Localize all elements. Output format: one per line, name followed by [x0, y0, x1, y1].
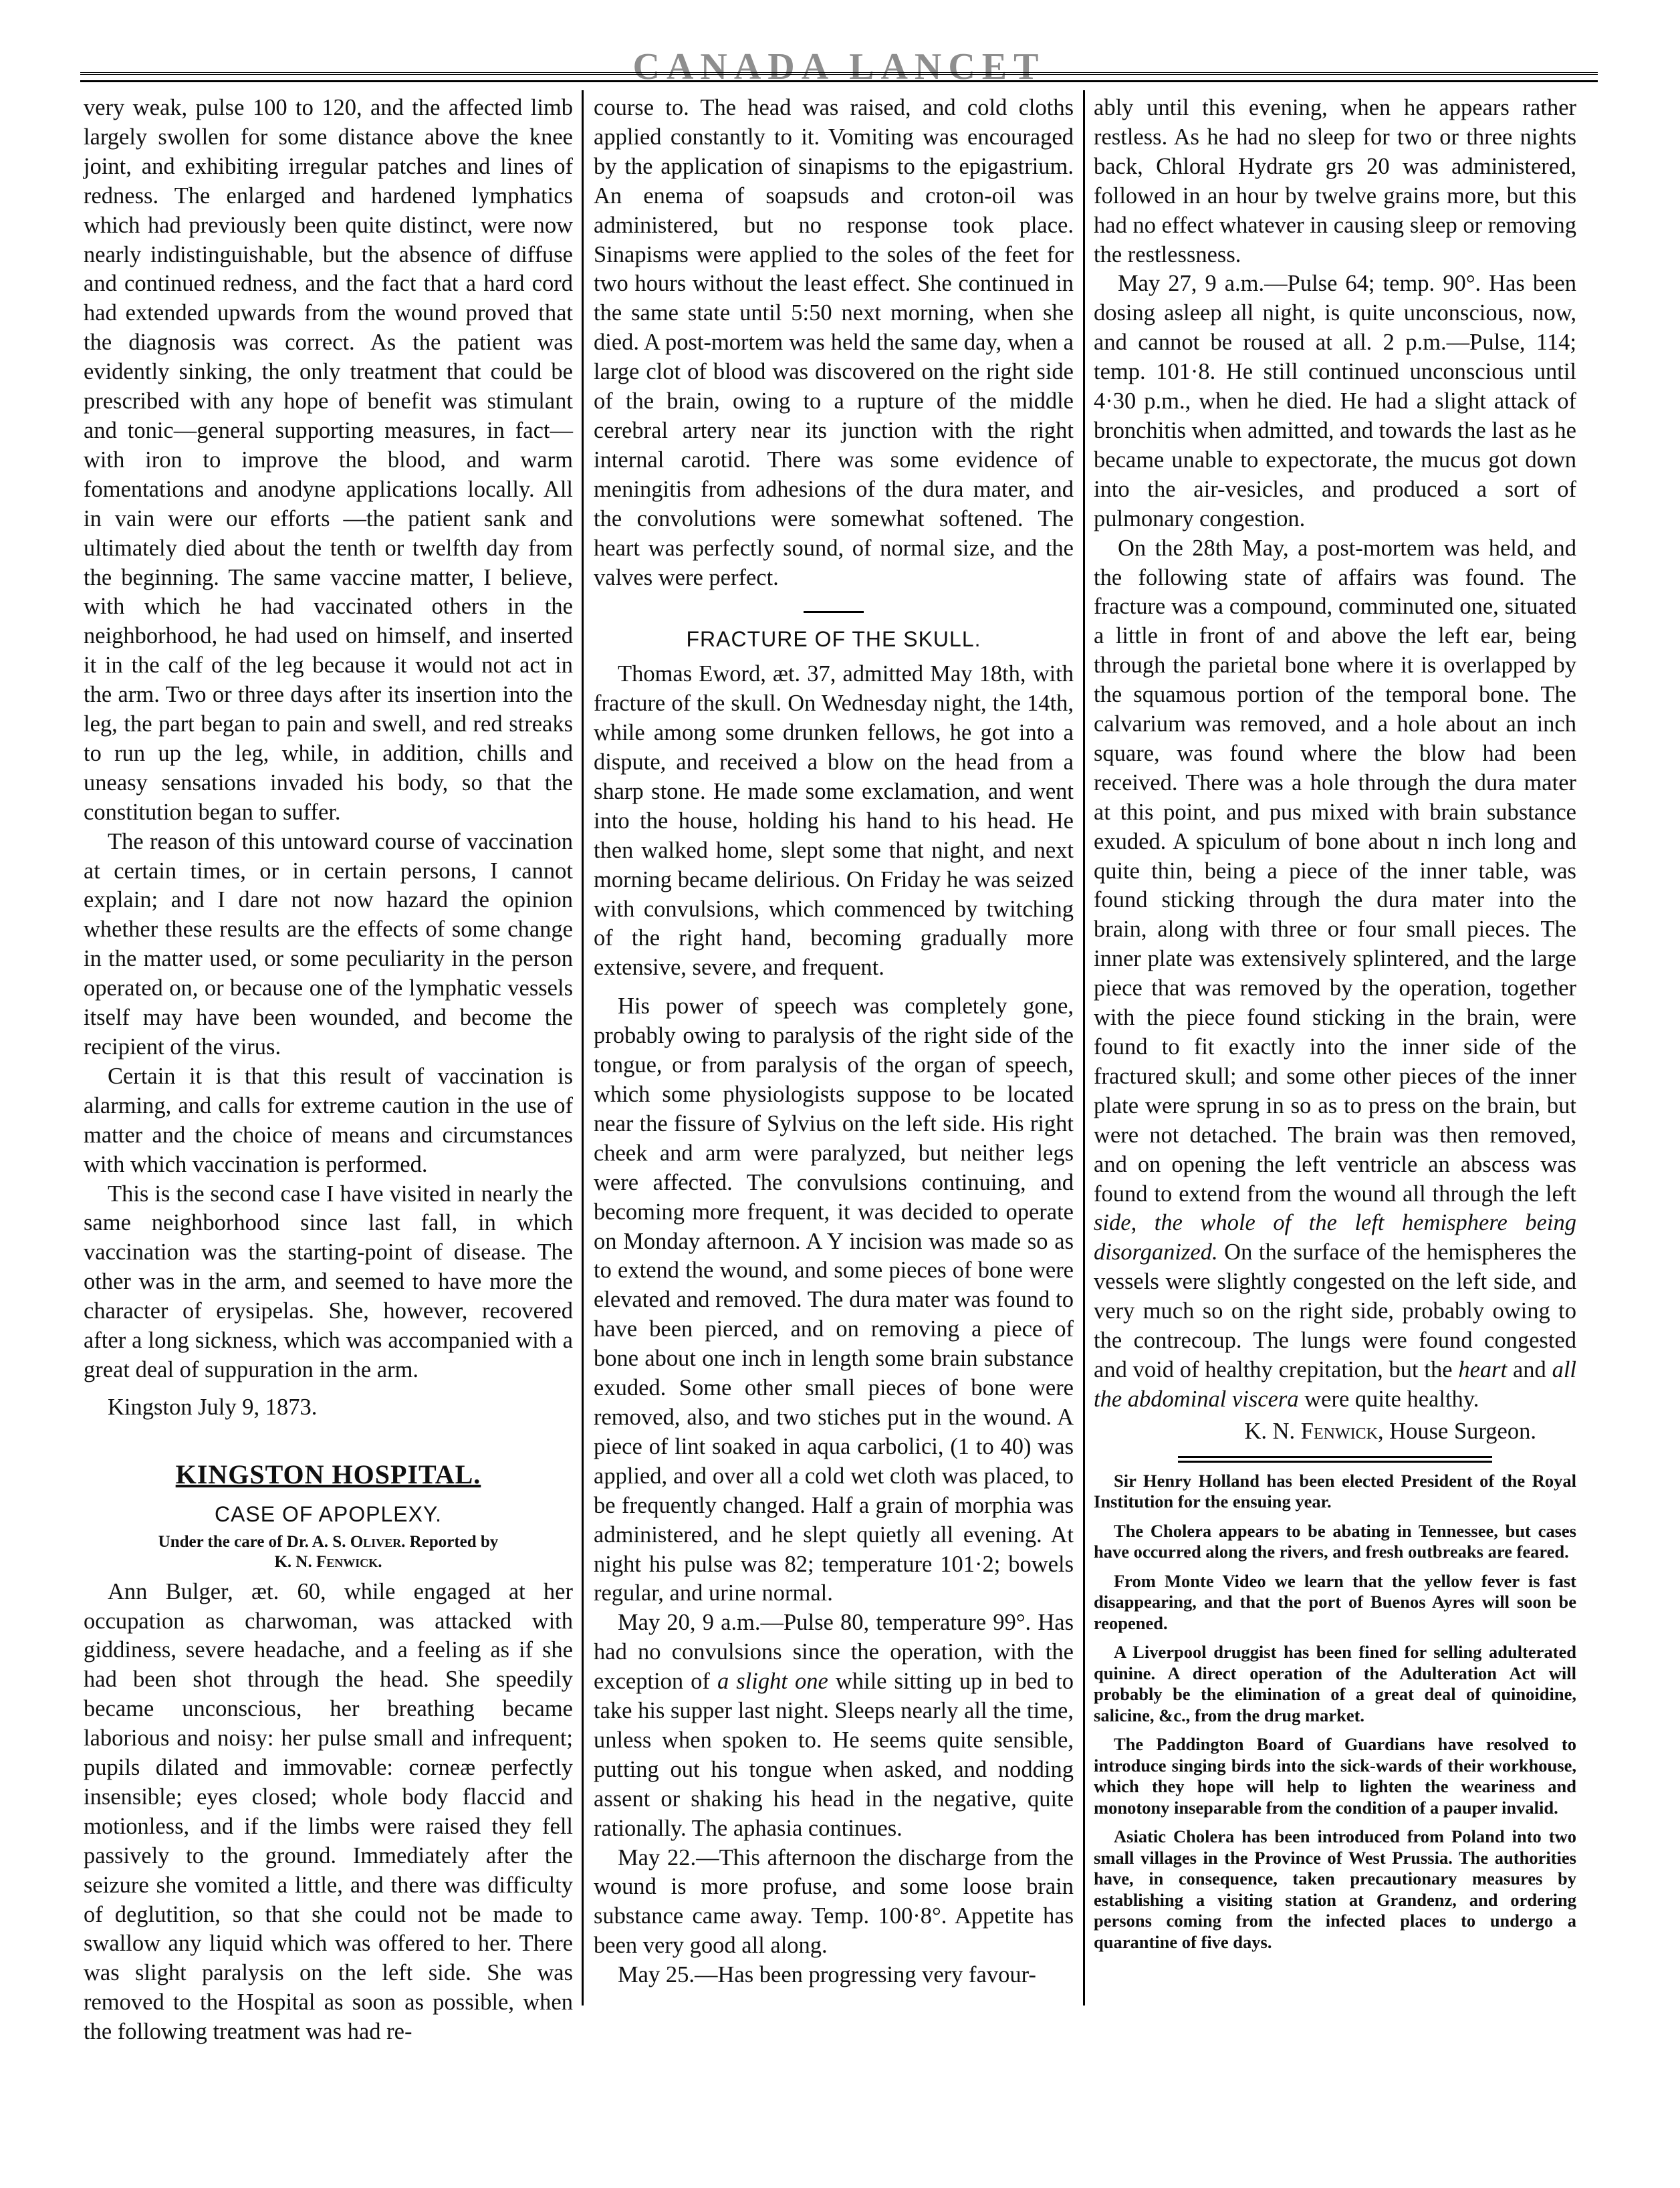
dateline: Kingston July 9, 1873.: [108, 1394, 318, 1420]
text: May 20, 9 a.m.—Pulse 80, temperature 99°. Has had no convulsions since the operation, with the exception of: [594, 1610, 1074, 1695]
byline-text: Under the care of Dr. A. S.: [158, 1532, 350, 1551]
text: On the 28th May, a post-mortem was held, and the following state of affairs was found. The fracture was a compound, comminuted one, situated a little in front of and above the left ear, being through the parietal bone where it is overlapped by the squamous portion of the temporal bone. The calvarium was removed, and a hole about an inch square, was found where the blow had been received. There was a hole through the dura mater at this point, and pus mixed with brain substance exuded. A spiculum of bone about n inch long and quite thin, being a piece of the inner table, was found sticking through the dura mater into the brain, along with three or four small pieces. The inner plate was extensively splintered, and the large piece that was removed by the operation, together with the piece found sticking in the brain, were found to fit exactly into the inner side of the fractured skull; and some other pieces of the inner plate were sprung in so as to press on the brain, but were not detached. The brain was then removed, and on opening the left ventricle an abscess was found to extend from the wound all through the left: [1094, 535, 1576, 1207]
case-title: CASE OF APOPLEXY.: [214, 1501, 443, 1526]
emphasis: a slight one: [717, 1669, 828, 1695]
paragraph: [594, 1608, 1074, 1843]
text: were quite healthy.: [1298, 1386, 1479, 1412]
paragraph: [1094, 534, 1576, 1415]
paragraph: Thomas Eword, æt. 37, admitted May 18th, with fracture of the skull. On Wednesday night, the 14th, while among some drunken fellows, he got into a dispute, and received a blow on the head from a sharp stone. He made some exclamation, and went into the house, holding his hand to his head. He then walked home, slept some that night, and next morning became delirious. On Friday he was seized with convulsions, which commenced by twitching of the right hand, becoming gradually more extensive, severe, and frequent.: [594, 661, 1074, 981]
paragraph: course to. The head was raised, and cold cloths applied constantly to it. Vomiting was encouraged by the application of sinapisms to the epigastrium. An enema of soapsuds and croton-oil was administered, but no response took place. Sinapisms were applied to the soles of the feet for two hours without the least effect. She continued in the same state until 5:50 next morning, when she died. A post-mortem was held the same day, when a large clot of blood was discovered on the right side of the brain, owing to a rupture of the middle cerebral artery near its junction with the right internal carotid. There was some evidence of meningitis from adhesions of the dura mater, and the convolutions were somewhat softened. The heart was perfectly sound, of normal size, and the valves were perfect.: [594, 95, 1074, 590]
paragraph: May 27, 9 a.m.—Pulse 64; temp. 90°. Has been dosing asleep all night, is quite unconscious, now, and cannot be roused at all. 2 p.m.—Pulse, 114; temp. 101·8. He still continued unconscious until 4·30 p.m., when he died. He had a slight attack of bronchitis when admitted, and towards the last as he became unable to expectorate, the mucus got down into the air-vesicles, and produced a sort of pulmonary congestion.: [1094, 271, 1576, 531]
paragraph: Ann Bulger, æt. 60, while engaged at her occupation as charwoman, was attacked with giddiness, severe headache, and a feeling as if she had been shot through the head. She speedily became unconscious, her breathing became laborious and noisy: her pulse small and infrequent; pupils dilated and immovable: corneæ perfectly insensible; eyes closed; whole body flaccid and motionless, and if the limbs were raised they fell passively to the ground. Immediately after the seizure she vomited a little, and there was difficulty of deglutition, so that she could not be made to swallow any liquid which was offered to her. There was slight paralysis on the left side. She was removed to the Hospital as soon as possible, when the following treatment was had re-: [84, 1578, 573, 2045]
text: On the surface of the hemispheres the vessels were slightly congested on the left side, and very much so on the right side, probably owing to the contrecoup. The lungs were found congested and void of healthy crepitation, but the: [1094, 1239, 1576, 1382]
news-item: A Liverpool druggist has been fined for selling adulterated quinine. A direct operation of the Adulteration Act will probably be the elimination of a great deal of quinoidine, salicine, &c., from the drug market.: [1094, 1642, 1576, 1725]
signature: [1094, 1417, 1576, 1447]
emphasis: all the abdominal viscera: [1094, 1356, 1576, 1412]
fracture-title: FRACTURE OF THE SKULL.: [686, 627, 981, 652]
text: and: [1507, 1356, 1552, 1382]
column-divider: [582, 90, 584, 2005]
signature-name: K. N. Fenwick,: [1244, 1418, 1384, 1444]
byline-doctor: Oliver.: [350, 1532, 406, 1551]
masthead-title: CANADA LANCET: [632, 46, 1046, 88]
column-divider: [1083, 90, 1085, 2005]
news-item: From Monte Video we learn that the yellow fever is fast disappearing, and that the port of Buenos Ayres will soon be reopened.: [1094, 1570, 1576, 1633]
byline: [84, 1532, 573, 1572]
news-item: The Paddington Board of Guardians have resolved to introduce singing birds into the sick-wards of their workhouse, which they hope will help to lighten the weariness and monotony inseparable from the condition of a pauper invalid.: [1094, 1734, 1576, 1818]
paragraph: May 22.—This afternoon the discharge from the wound is more profuse, and some loose brain substance came away. Temp. 100·8°. Appetite has been very good all along.: [594, 1844, 1074, 1959]
paragraph: The reason of this untoward course of vaccination at certain times, or in certain persons, I cannot explain; and I dare not now hazard the opinion whether these results are the effects of some change in the matter used, or some peculiarity in the person operated on, or because one of the lymphatic vessels itself may have been wounded, and become the recipient of the virus.: [84, 828, 573, 1060]
column-2: [594, 94, 1074, 1990]
paragraph: May 25.—Has been progressing very favour-: [618, 1962, 1036, 1988]
signature-role: House Surgeon.: [1383, 1418, 1536, 1444]
section-rule: [804, 611, 864, 613]
emphasis: side, the whole of the left hemisphere being disorganized.: [1094, 1210, 1576, 1265]
paragraph: His power of speech was completely gone, probably owing to paralysis of the right side of the tongue, or from paralysis of the organ of speech, which some physiologists suppose to be located near the fissure of Sylvius on the left side. His right cheek and arm were paralyzed, but neither legs were affected. The convulsions continuing, and becoming more frequent, it was decided to operate on Monday afternoon. A Y incision was made so as to extend the wound, and some pieces of bone were elevated and removed. The dura mater was found to have been pierced, and on removing a piece of bone about one inch in length some brain substance exuded. Some other small pieces of bone were removed, also, and two stiches put in the wound. A piece of lint soaked in aqua carbolici, (1 to 40) was applied, and over all a cold wet cloth was placed, to be frequently changed. Half a grain of morphia was administered, and he slept quietly all evening. At night his pulse was 82; temperature 101·2; bowels regular, and urine normal.: [594, 993, 1074, 1606]
news-item: The Cholera appears to be abating in Tennessee, but cases have occurred along the rivers, and fresh outbreaks are feared.: [1094, 1520, 1576, 1562]
byline-reporter: K. N. Fenwick.: [274, 1552, 382, 1571]
masthead: [80, 48, 1598, 88]
column-3: [1094, 94, 1576, 1961]
paragraph: This is the second case I have visited in nearly the same neighborhood since last fall, in which vaccination was the starting-point of disease. The other was in the arm, and seemed to have more the character of erysipelas. She, however, recovered after a long sickness, which was accompanied with a great deal of suppuration in the arm.: [84, 1181, 573, 1382]
column-1: [84, 94, 573, 2047]
paragraph: ably until this evening, when he appears rather restless. As he had no sleep for two or three nights back, Chloral Hydrate grs 20 was administered, followed in an hour by twelve grains more, but this had no effect whatever in causing sleep or removing the restlessness.: [1094, 95, 1576, 267]
paragraph: very weak, pulse 100 to 120, and the affected limb largely swollen for some distance above the knee joint, and exhibiting irregular patches and lines of redness. The enlarged and hardened lymphatics which had previously been quite distinct, were now nearly indistinguishable, but the absence of diffuse and continued redness, and the fact that a hard cord had extended upwards from the wound proved that the diagnosis was correct. As the patient was evidently sinking, the only treatment that could be prescribed with any hope of benefit was stimulant and tonic—general supporting measures, in fact—with iron to improve the blood, and warm fomentations and anodyne applications locally. All in vain were our efforts —the patient sank and ultimately died about the tenth or twelfth day from the beginning. The same vaccine matter, I believe, with which he had vaccinated others in the neighborhood, he had used on himself, and inserted it in the calf of the leg because it would not act in the arm. Two or three days after its insertion into the leg, the part began to pain and swell, and red streaks to run up the leg, while, in addition, chills and uneasy sensations invaded his body, so that the constitution began to suffer.: [84, 95, 573, 825]
emphasis: heart: [1458, 1356, 1508, 1382]
masthead-rule: [80, 80, 1598, 82]
section-rule: [1178, 1456, 1492, 1463]
byline-text: Reported by: [405, 1532, 499, 1551]
paragraph: Certain it is that this result of vaccination is alarming, and calls for extreme caution in the use of matter and the choice of means and circumstances with which vaccination is performed.: [84, 1063, 573, 1177]
masthead-rule: [80, 72, 1598, 75]
news-items: [1094, 1471, 1576, 1953]
text: while sitting up in bed to take his supper last night. Sleeps nearly all the time, unless when spoken to. He seems quite sensible, putting out his tongue when asked, and nodding assent or shaking his head in the negative, quite rationally. The aphasia continues.: [594, 1669, 1074, 1841]
news-item: Sir Henry Holland has been elected President of the Royal Institution for the ensuing year.: [1094, 1470, 1576, 1512]
hospital-heading: KINGSTON HOSPITAL.: [175, 1459, 481, 1489]
news-item: Asiatic Cholera has been introduced from Poland into two small villages in the Province of West Prussia. The authorities have, in consequence, taken precautionary measures by establishing a visiting station at Grandenz, and ordering persons coming from the infected places to undergo a quarantine of five days.: [1094, 1826, 1576, 1952]
